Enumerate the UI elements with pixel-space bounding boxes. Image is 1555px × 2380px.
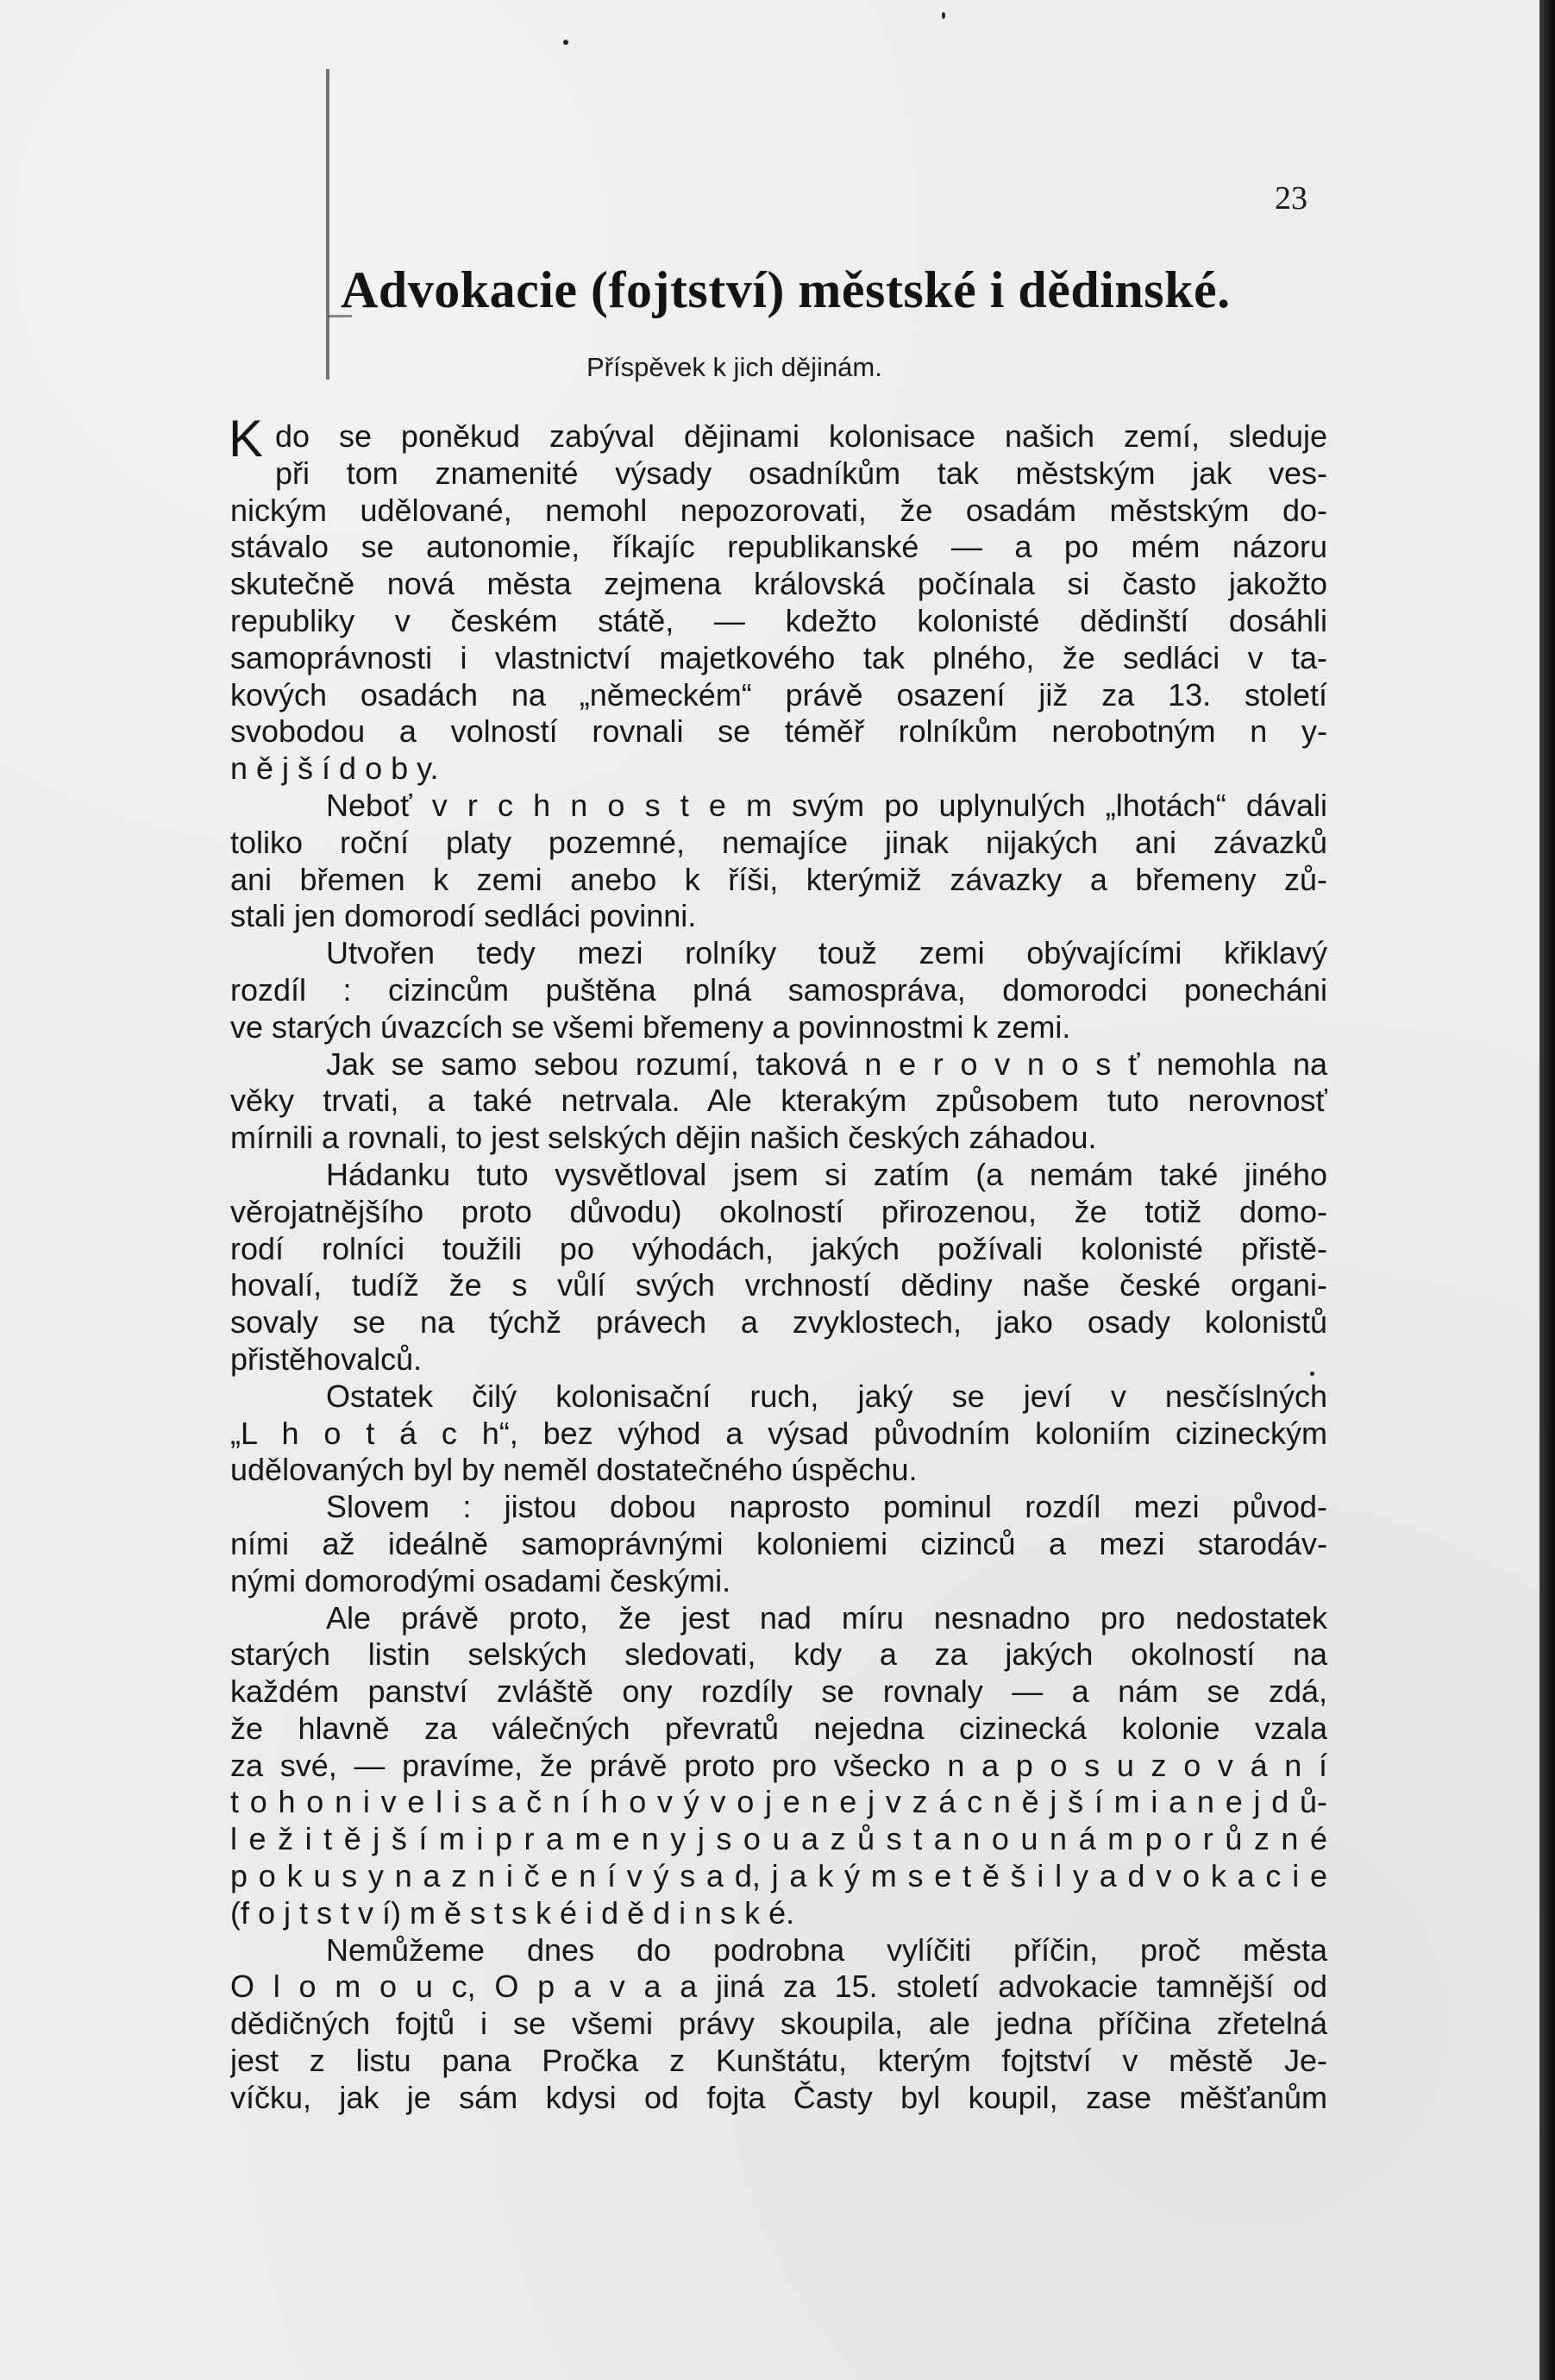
text-line: Jak se samo sebou rozumí, taková n e r o v n o s ť nemohla na [326,1046,1327,1082]
text-line: hovalí, tudíž že s vůlí svých vrchností dědiny naše české organi- [230,1267,1327,1303]
text-line: Ale právě proto, že jest nad míru nesnadno pro nedostatek [326,1599,1327,1636]
article-subtitle: Příspěvek k jich dějinám. [586,352,882,382]
text-line: Hádanku tuto vysvětloval jsem si zatím (a nemám také jiného [326,1156,1327,1192]
article-body [229,410,1327,2117]
text-line: nickým udělované, nemohl nepozorovati, že osadám městským do- [230,492,1327,528]
text-line: mírnili a rovnali, to jest selských dějin našich českých záhadou. [230,1120,1097,1156]
print-speck [942,12,945,19]
text-line: rozdíl : cizincům puštěna plná samospráva, domorodci ponecháni [230,971,1327,1008]
text-line: sovaly se na týchž právech a zvyklostech, jako osady kolonistů [230,1304,1327,1341]
text-line: svobodou a volností rovnali se téměř rolníkům nerobotným n y- [230,713,1327,750]
text-line: samoprávnosti i vlastnictví majetkového tak plného, že sedláci v ta- [230,639,1327,675]
text-line: jest z listu pana Pročka z Kunštátu, kterým fojtství v městě Je- [230,2043,1327,2079]
text-line: t o h o n i v e l i s a č n í h o v ý v o j e n e j v z á c n ě j š í m i a n e j d ů- [230,1784,1327,1820]
text-line: Neboť v r c h n o s t e m svým po uplynulých „lhotách“ dávali [326,787,1327,823]
text-line: kových osadách na „německém“ právě osazení již za 13. století [230,676,1327,713]
text-line: l e ž i t ě j š í m i p r a m e n y j s o u a z ů s t a n o u n á m p o r ů z n é [230,1821,1327,1857]
scan-edge [1539,0,1555,2380]
text-line: při tom znamenité výsady osadníkům tak městským jak ves- [275,455,1327,491]
text-line: skutečně nová města zejmena královská počínala si často jakožto [230,566,1327,602]
text-line: Slovem : jistou dobou naprosto pominul rozdíl mezi původ- [326,1489,1327,1525]
text-line: nými domorodými osadami českými. [230,1562,731,1598]
text-line: dědičných fojtů i se všemi právy skoupila, ale jedna příčina zřetelná [230,2006,1327,2042]
text-line: Nemůžeme dnes do podrobna vylíčiti příčin, proč města [326,1931,1327,1968]
text-line: stali jen domorodí sedláci povinni. [230,898,697,934]
drop-cap: K [229,410,264,468]
text-line: (f o j t s t v í) m ě s t s k é i d ě d i n s k é. [230,1894,795,1931]
text-line: Ostatek čilý kolonisační ruch, jaký se jeví v nesčíslných [326,1378,1327,1414]
text-line: rodí rolníci toužili po výhodách, jakých požívali kolonisté přistě- [230,1230,1327,1266]
text-line: O l o m o u c, O p a v a a jiná za 15. století advokacie tamnější od [230,1969,1327,2005]
text-line: republiky v českém státě, — kdežto kolonisté dědinští dosáhli [230,602,1327,638]
text-line: víčku, jak je sám kdysi od fojta Časty byl koupil, zase měšťanům [230,2079,1327,2115]
text-line: ve starých úvazcích se všemi břemeny a povinnostmi k zemi. [230,1008,1071,1045]
page-number: 23 [1275,180,1307,217]
text-line: přistěhovalců. [230,1341,423,1377]
text-line: věky trvati, a také netrvala. Ale kterakým způsobem tuto nerovnosť [230,1083,1327,1119]
text-line: každém panství zvláště ony rozdíly se rovnaly — a nám se zdá, [230,1674,1327,1710]
text-line: že hlavně za válečných převratů nejedna cizinecká kolonie vzala [230,1710,1327,1746]
text-line: udělovaných byl by neměl dostatečného úspěchu. [230,1452,918,1488]
text-line: starých listin selských sledovati, kdy a za jakých okolností na [230,1636,1327,1673]
article-title: Advokacie (fojtství) městské i dědinské. [341,261,1231,318]
text-line: „L h o t á c h“, bez výhod a výsad původním koloniím cizineckým [230,1415,1327,1451]
text-line: do se poněkud zabýval dějinami kolonisace našich zemí, sleduje [275,418,1327,454]
text-line: ními až ideálně samoprávnými koloniemi cizinců a mezi starodáv- [230,1525,1327,1561]
text-line: stávalo se autonomie, říkajíc republikanské — a po mém názoru [230,529,1327,565]
text-line: p o k u s y n a z n i č e n í v ý s a d, j a k ý m s e t ě š i l y a d v o k a c i e [230,1858,1327,1894]
margin-rule [326,69,329,380]
print-speck [563,40,568,45]
text-line: za své, — pravíme, že právě proto pro všecko n a p o s u z o v á n í [230,1747,1327,1783]
text-line: věrojatnějšího proto důvodu) okolností přirozenou, že totiž domo- [230,1193,1327,1229]
text-line: n ě j š í d o b y. [230,750,439,787]
text-line: toliko roční platy pozemné, nemajíce jinak nijakých ani závazků [230,824,1327,860]
text-line: ani břemen k zemi anebo k říši, kterýmiž závazky a břemeny zů- [230,861,1327,897]
text-line: Utvořen tedy mezi rolníky touž zemi obývajícími křiklavý [326,935,1327,971]
